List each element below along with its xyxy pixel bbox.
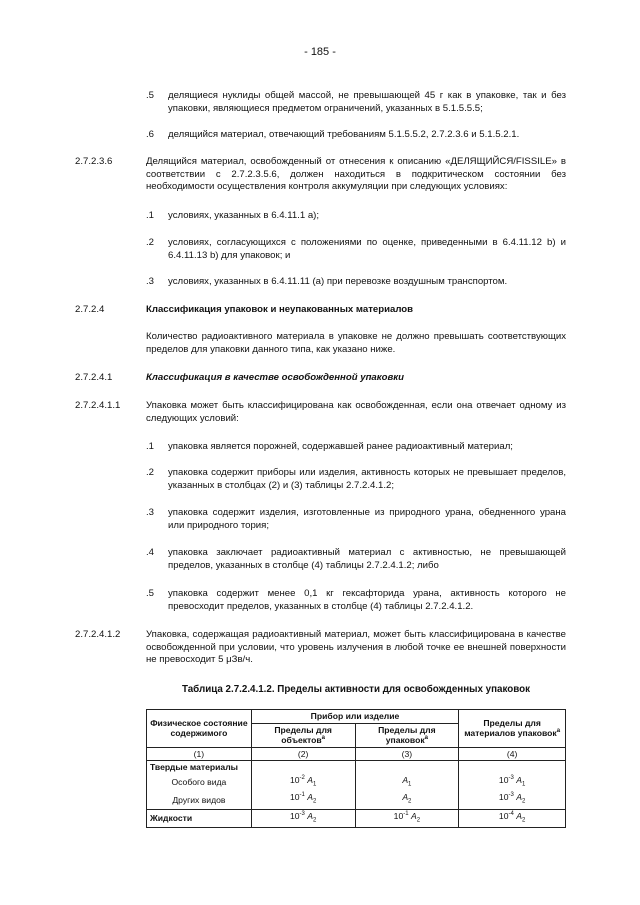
table-caption: Таблица 2.7.2.4.1.2. Пределы активности для освобожденных упаковок — [181, 684, 531, 695]
table-cell: $10^{-1}$ $A_2$ — [355, 809, 459, 827]
table-row — [147, 761, 566, 774]
table-row — [147, 791, 566, 809]
table-cell: $10^{-3}$ $A_2$ — [251, 809, 355, 827]
table-cell: $A_2$ — [355, 791, 459, 809]
list-marker: .5 — [146, 90, 155, 101]
list-item-text: условиях, указанных в 6.4.11.11 (a) при перевозке воздушным транспортом. — [168, 276, 508, 287]
page-number: - 185 - — [304, 46, 336, 58]
paragraph: Делящийся материал, освобожденный от отнесения к описанию «ДЕЛЯЩИЙСЯ/FISSILE» в соответствии с 2.7.2.3.5.6, должен находиться в подкритическом состоянии без необходимости осуществления контроля аккумуляции при следующих условиях: — [146, 156, 566, 193]
table-column-numbers — [147, 747, 566, 761]
table-cell — [459, 761, 566, 774]
section-number: 2.7.2.3.6 — [75, 156, 113, 167]
column-number: (4) — [459, 747, 566, 761]
section-number: 2.7.2.4 — [75, 304, 105, 315]
table-cell: Жидкости — [147, 809, 252, 827]
section-heading: Классификация в качестве освобожденной упаковки — [146, 372, 405, 383]
list-item-text: упаковка содержит изделия, изготовленные из природного урана, обедненного урана или природного тория; — [168, 507, 566, 531]
section-number: 2.7.2.4.1.1 — [75, 400, 121, 411]
section-number: 2.7.2.4.1 — [75, 372, 113, 383]
list-item-text: упаковка заключает радиоактивный материал с активностью, не превышающей пределов, указанных в столбце (4) таблицы 2.7.2.4.1.2; либо — [168, 547, 566, 571]
list-item-text: условиях, согласующихся с положениями по оценке, приведенными в 6.4.11.12 b) и 6.4.11.13 b) для упаковок; и — [168, 237, 566, 261]
header-package: Пределы для упаковок$^a$ — [355, 723, 459, 747]
list-marker: .2 — [146, 467, 155, 478]
table-cell — [251, 761, 355, 774]
list-marker: .6 — [146, 129, 155, 140]
column-number: (2) — [251, 747, 355, 761]
table-cell — [355, 761, 459, 774]
table-header-row — [147, 710, 566, 724]
table-row — [147, 809, 566, 827]
list-marker: .1 — [146, 210, 155, 221]
paragraph: Количество радиоактивного материала в упаковке не должно превышать соответствующих пределов для упаковки данного типа, как указано ниже. — [146, 331, 566, 355]
table-cell: $10^{-2}$ $A_1$ — [251, 774, 355, 791]
header-device: Прибор или изделие — [251, 710, 458, 724]
paragraph: Упаковка может быть классифицирована как освобожденная, если она отвечает одному из следующих условий: — [146, 400, 566, 424]
table-cell: Особого вида — [147, 774, 252, 791]
list-marker: .3 — [146, 276, 155, 287]
activity-limits-table — [146, 709, 566, 828]
table-cell: Других видов — [147, 791, 252, 809]
column-number: (1) — [147, 747, 252, 761]
list-item-text: условиях, указанных в 6.4.11.1 a); — [168, 210, 320, 221]
list-marker: .2 — [146, 237, 155, 248]
list-marker: .4 — [146, 547, 155, 558]
paragraph: Упаковка, содержащая радиоактивный материал, может быть классифицирована в качестве освобожденной при условии, что уровень излучения в любой точке ее внешней поверхности не превосходит 5 μЗв/ч. — [146, 629, 566, 666]
section-heading: Классификация упаковок и неупакованных материалов — [146, 304, 414, 315]
list-marker: .1 — [146, 441, 155, 452]
table-cell: $10^{-4}$ $A_2$ — [459, 809, 566, 827]
header-state: Физическое состояние содержимого — [147, 710, 252, 748]
list-marker: .5 — [146, 588, 155, 599]
list-item-text: делящиеся нуклиды общей массой, не превышающей 45 г как в упаковке, так и без упаковки, являющиеся предметом ограничений, указанных в 5.1.5.5.5; — [168, 90, 566, 114]
header-item: Пределы для объектов$^a$ — [251, 723, 355, 747]
column-number: (3) — [355, 747, 459, 761]
table-cell: Твердые материалы — [147, 761, 252, 774]
list-marker: .3 — [146, 507, 155, 518]
list-item-text: упаковка содержит менее 0,1 кг гексафторида урана, активность которого не превосходит пределов, указанных в столбце (4) таблицы 2.7.2.4.1.2. — [168, 588, 566, 612]
table-row — [147, 774, 566, 791]
header-material: Пределы для материалов упаковок$^a$ — [459, 710, 566, 748]
table-cell: $10^{-3}$ $A_2$ — [459, 791, 566, 809]
list-item-text: делящийся материал, отвечающий требованиям 5.1.5.5.2, 2.7.2.3.6 и 5.1.5.2.1. — [168, 129, 520, 140]
section-number: 2.7.2.4.1.2 — [75, 629, 121, 640]
list-item-text: упаковка содержит приборы или изделия, активность которых не превышает пределов, указанных в столбцах (2) и (3) таблицы 2.7.2.4.1.2; — [168, 467, 566, 491]
table-cell: $10^{-1}$ $A_2$ — [251, 791, 355, 809]
table-cell: $10^{-3}$ $A_1$ — [459, 774, 566, 791]
list-item-text: упаковка является порожней, содержавшей ранее радиоактивный материал; — [168, 441, 513, 452]
table-cell: $A_1$ — [355, 774, 459, 791]
